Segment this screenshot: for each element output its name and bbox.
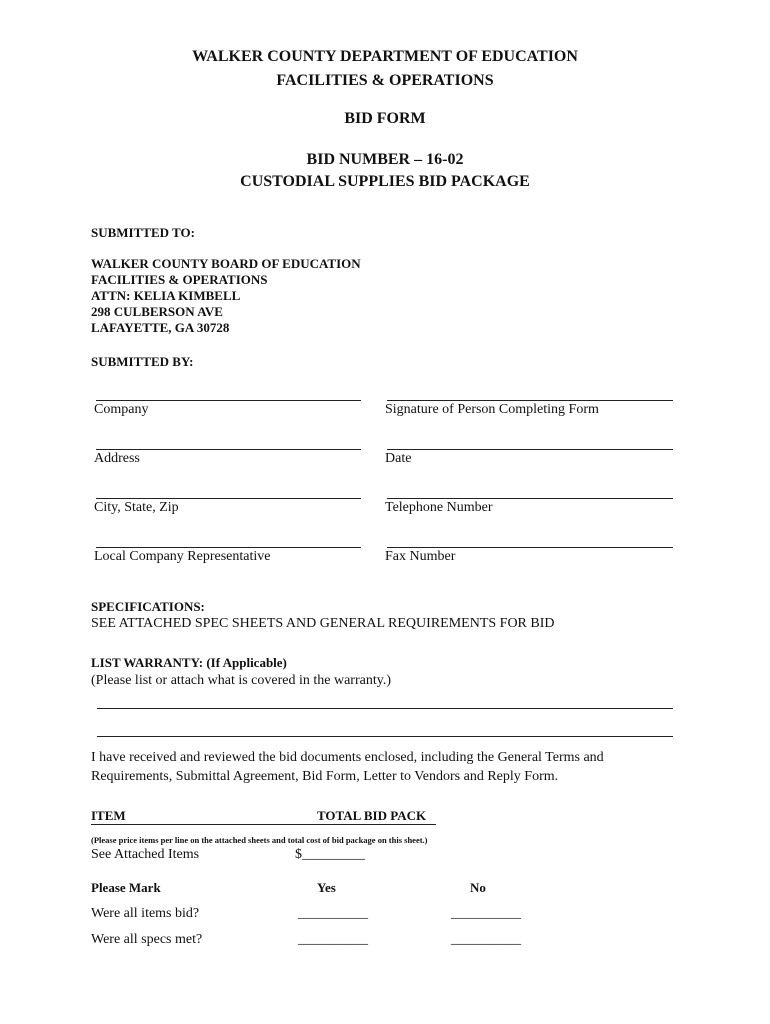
- address-line: ATTN: KELIA KIMBELL: [91, 288, 241, 303]
- all-specs-met-no-field[interactable]: __________: [451, 932, 521, 947]
- address-field-line[interactable]: [96, 449, 361, 450]
- signature-field-line[interactable]: [387, 400, 673, 401]
- address-line: WALKER COUNTY BOARD OF EDUCATION: [91, 256, 361, 271]
- org-subtitle: FACILITIES & OPERATIONS: [276, 72, 494, 89]
- all-items-bid-yes-field[interactable]: __________: [298, 906, 368, 921]
- date-label: Date: [385, 451, 412, 466]
- city-state-zip-label: City, State, Zip: [94, 500, 179, 515]
- representative-field-line[interactable]: [96, 547, 361, 548]
- warranty-line-1[interactable]: [97, 708, 673, 709]
- acknowledgement-line-1: I have received and reviewed the bid documents enclosed, including the General Terms and: [91, 750, 604, 765]
- specifications-heading: SPECIFICATIONS:: [91, 599, 205, 614]
- warranty-instructions: (Please list or attach what is covered in the warranty.): [91, 673, 391, 688]
- total-price-field[interactable]: $_________: [295, 847, 365, 862]
- warranty-line-2[interactable]: [97, 736, 673, 737]
- yes-column-header: Yes: [317, 880, 336, 895]
- all-specs-met-question: Were all specs met?: [91, 932, 203, 947]
- submitted-to-heading: SUBMITTED TO:: [91, 225, 195, 240]
- telephone-field-line[interactable]: [387, 498, 673, 499]
- company-field-line[interactable]: [96, 400, 361, 401]
- address-line: FACILITIES & OPERATIONS: [91, 272, 268, 287]
- company-label: Company: [94, 402, 149, 417]
- all-items-bid-question: Were all items bid?: [91, 906, 200, 921]
- bid-package-title: CUSTODIAL SUPPLIES BID PACKAGE: [240, 173, 530, 190]
- see-attached-items-label: See Attached Items: [91, 847, 200, 862]
- signature-label: Signature of Person Completing Form: [385, 402, 599, 417]
- form-title: BID FORM: [344, 110, 426, 127]
- warranty-heading: LIST WARRANTY: (If Applicable): [91, 655, 287, 670]
- city-state-zip-field-line[interactable]: [96, 498, 361, 499]
- specifications-text: SEE ATTACHED SPEC SHEETS AND GENERAL REQUIREMENTS FOR BID: [91, 616, 555, 631]
- please-mark-heading: Please Mark: [91, 880, 161, 895]
- address-line: 298 CULBERSON AVE: [91, 304, 223, 319]
- fax-field-line[interactable]: [387, 547, 673, 548]
- address-line: LAFAYETTE, GA 30728: [91, 320, 230, 335]
- acknowledgement-line-2: Requirements, Submittal Agreement, Bid Form, Letter to Vendors and Reply Form.: [91, 769, 559, 784]
- total-bid-pack-header: TOTAL BID PACK: [317, 808, 427, 823]
- no-column-header: No: [470, 880, 486, 895]
- item-header-underline: [91, 824, 436, 825]
- bid-number: BID NUMBER – 16-02: [306, 151, 464, 168]
- address-label: Address: [94, 451, 140, 466]
- all-specs-met-yes-field[interactable]: __________: [298, 932, 368, 947]
- representative-label: Local Company Representative: [94, 549, 271, 564]
- pricing-note: (Please price items per line on the attached sheets and total cost of bid package on this sheet.): [91, 835, 428, 845]
- org-title: WALKER COUNTY DEPARTMENT OF EDUCATION: [192, 48, 578, 65]
- all-items-bid-no-field[interactable]: __________: [451, 906, 521, 921]
- item-header: ITEM: [91, 808, 126, 823]
- date-field-line[interactable]: [387, 449, 673, 450]
- submitted-by-heading: SUBMITTED BY:: [91, 354, 194, 369]
- fax-label: Fax Number: [385, 549, 456, 564]
- telephone-label: Telephone Number: [385, 500, 493, 515]
